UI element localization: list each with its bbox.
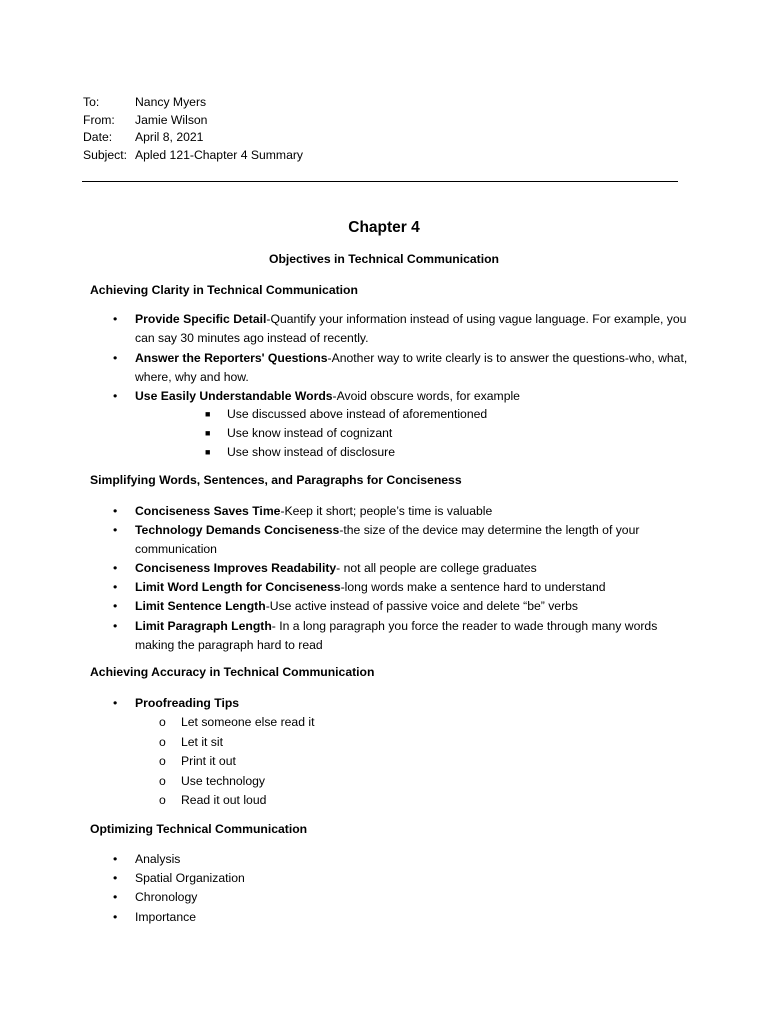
bullet-icon: •: [113, 890, 118, 904]
memo-to-label: To:: [83, 95, 100, 109]
list-item: [113, 694, 690, 713]
item-text: -long words make a sentence hard to understand: [340, 580, 606, 594]
bullet-icon: •: [113, 312, 118, 326]
sub-item-text: Use technology: [181, 774, 266, 788]
list-item: [113, 387, 690, 406]
memo-from-label: From:: [83, 112, 115, 127]
item-title: Limit Word Length for Conciseness: [135, 580, 341, 594]
list-item: [113, 578, 690, 597]
sub-item-text: Read it out loud: [181, 793, 267, 807]
sub-item-text: Use show instead of disclosure: [227, 445, 396, 459]
sub-item-text: Use know instead of cognizant: [227, 426, 393, 440]
list-item: [113, 888, 690, 907]
item-title: Provide Specific Detail: [135, 312, 267, 326]
bullet-icon: •: [113, 910, 118, 924]
sub-list-item: [205, 405, 488, 424]
item-text: -the size of the device may determine the length of your communication: [135, 523, 640, 556]
section-heading-accuracy: Achieving Accuracy in Technical Communication: [90, 665, 375, 679]
item-text: - not all people are college graduates: [336, 561, 537, 575]
sub-list-item: [205, 424, 393, 443]
memo-from: [83, 112, 303, 130]
circle-bullet-icon: o: [159, 774, 166, 788]
bullet-icon: •: [113, 561, 118, 575]
bullet-icon: •: [113, 504, 118, 518]
memo-to: [83, 94, 303, 112]
sub-list-item: [159, 733, 223, 752]
sub-list-item: [205, 443, 396, 462]
list-item: [113, 908, 690, 927]
item-text: Spatial Organization: [135, 871, 245, 885]
item-title: Limit Paragraph Length: [135, 619, 272, 633]
sub-list-item: [159, 791, 267, 810]
memo-header: [83, 94, 303, 164]
list-item: [113, 850, 690, 869]
item-text: - In a long paragraph you force the reader to wade through many words making the paragraph hard to read: [135, 619, 658, 652]
item-title: Use Easily Understandable Words: [135, 389, 333, 403]
square-bullet-icon: ■: [205, 428, 211, 438]
memo-subject-value: Apled 121-Chapter 4 Summary: [135, 147, 304, 162]
bullet-icon: •: [113, 523, 118, 537]
list-item: [113, 502, 690, 521]
sub-item-text: Print it out: [181, 754, 236, 768]
square-bullet-icon: ■: [205, 409, 211, 419]
memo-date: [83, 129, 303, 147]
circle-bullet-icon: o: [159, 715, 166, 729]
item-text: -Quantify your information instead of using vague language. For example, you can say 30 minutes ago instead of recently.: [135, 312, 687, 345]
chapter-title: Chapter 4: [348, 219, 420, 236]
sub-list-item: [159, 752, 236, 771]
item-title: Proofreading Tips: [135, 696, 240, 710]
memo-date-value: April 8, 2021: [135, 130, 204, 145]
item-title: Conciseness Saves Time: [135, 504, 281, 518]
bullet-icon: •: [113, 696, 118, 710]
list-item: [113, 559, 690, 578]
item-text: Importance: [135, 910, 196, 924]
circle-bullet-icon: o: [159, 754, 166, 768]
memo-subject-label: Subject:: [83, 147, 128, 162]
item-text: -Use active instead of passive voice and delete “be” verbs: [265, 599, 579, 613]
item-title: Technology Demands Conciseness: [135, 523, 340, 537]
bullet-icon: •: [113, 871, 118, 885]
memo-to-value: Nancy Myers: [135, 95, 207, 109]
list-item: [113, 310, 690, 348]
list-item: [113, 869, 690, 888]
memo-from-value: Jamie Wilson: [135, 112, 208, 127]
bullet-icon: •: [113, 580, 118, 594]
sub-list-item: [159, 772, 266, 791]
item-text: -Another way to write clearly is to answer the questions-who, what, where, why and how.: [135, 351, 688, 384]
item-text: -Avoid obscure words, for example: [332, 389, 520, 403]
item-title: Answer the Reporters' Questions: [135, 351, 328, 365]
bullet-icon: •: [113, 389, 118, 403]
circle-bullet-icon: o: [159, 735, 166, 749]
memo-subject: [83, 147, 303, 165]
square-bullet-icon: ■: [205, 447, 211, 457]
bullet-icon: •: [113, 852, 118, 866]
bullet-icon: •: [113, 599, 118, 613]
section-heading-optimizing: Optimizing Technical Communication: [90, 822, 308, 836]
objectives-title: Objectives in Technical Communication: [268, 252, 500, 266]
item-title: Limit Sentence Length: [135, 599, 266, 613]
item-title: Conciseness Improves Readability: [135, 561, 337, 575]
list-item: [113, 521, 690, 559]
sub-item-text: Let it sit: [181, 735, 223, 749]
list-item: [113, 597, 690, 616]
bullet-icon: •: [113, 619, 118, 633]
sub-item-text: Let someone else read it: [181, 715, 315, 729]
list-item: [113, 349, 690, 387]
sub-list-item: [159, 713, 315, 732]
sub-item-text: Use discussed above instead of aforementioned: [227, 407, 488, 421]
bullet-icon: •: [113, 351, 118, 365]
section-heading-conciseness: Simplifying Words, Sentences, and Paragraphs for Conciseness: [90, 473, 462, 487]
memo-date-label: Date:: [83, 130, 113, 145]
item-text: Chronology: [135, 890, 198, 904]
item-text: -Keep it short; people’s time is valuable: [280, 504, 493, 518]
list-item: [113, 617, 690, 655]
item-text: Analysis: [135, 852, 181, 866]
section-heading-clarity: Achieving Clarity in Technical Communication: [90, 283, 358, 297]
circle-bullet-icon: o: [159, 793, 166, 807]
horizontal-divider: [82, 181, 678, 182]
